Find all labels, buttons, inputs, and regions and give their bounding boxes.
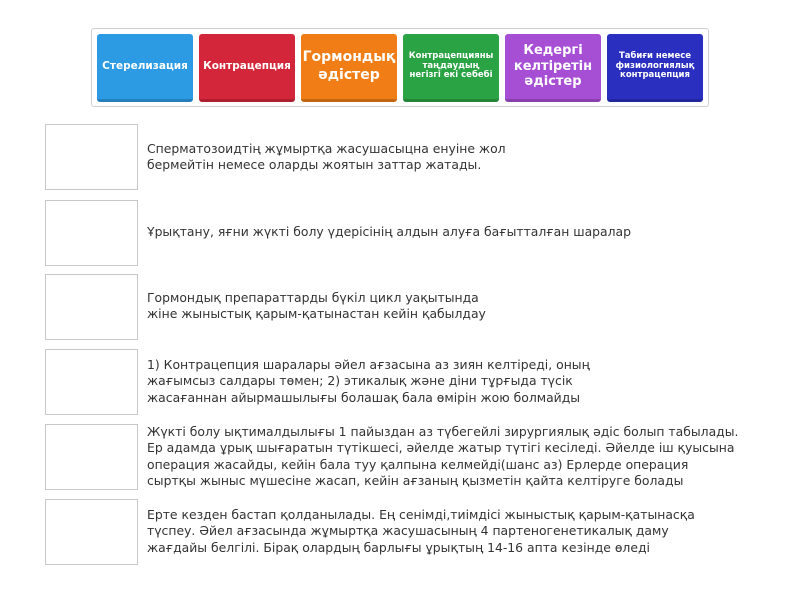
- tile-sterilization[interactable]: Стерелизация: [97, 34, 193, 102]
- drop-slot[interactable]: [45, 424, 138, 490]
- row-description: Жүкті болу ықтималдылығы 1 пайыздан аз түбегейлі зирургиялық әдіс болып табылады. Ер адамда ұрық шығаратын түтікшесі, әйелде жатыр түтігі кесіледі. Әйелде іш қуысына операция жасайды, кейін бала туу қалпына келмейді(шанс аз) Ерлерде операция сыртқы жыныс мүшесіне жасап, кейін ағзаның қызметін қайта келтіруге болады: [147, 424, 739, 488]
- tile-contraception[interactable]: Контрацепция: [199, 34, 295, 102]
- drop-slot[interactable]: [45, 124, 138, 190]
- row-description: Сперматозоидтің жұмыртқа жасушасыцна енуіне жол бермейтін немесе оларды жоятын заттар жатады.: [147, 141, 506, 173]
- answer-tray: [91, 28, 709, 107]
- tile-two-reasons[interactable]: Контрацепцияны таңдаудың негізгі екі себебі: [403, 34, 499, 102]
- tile-natural-contraception[interactable]: Табиғи немесе физиологиялық контрацепция: [607, 34, 703, 102]
- row-description: Гормондық препараттарды бүкіл цикл уақытында жіне жыныстық қарым-қатынастан кейін қабылдау: [147, 290, 486, 322]
- drop-slot[interactable]: [45, 349, 138, 415]
- drop-slot[interactable]: [45, 499, 138, 565]
- row-description: 1) Контрацепция шаралары әйел ағзасына аз зиян келтіреді, оның жағымсыз салдары төмен; 2) этикалық және діни тұрғыда түсік жасағаннан айырмашылығы болашақ бала өмірін жою болмайды: [147, 357, 590, 405]
- drop-slot[interactable]: [45, 274, 138, 340]
- drop-slot[interactable]: [45, 200, 138, 266]
- tile-hormonal-methods[interactable]: Гормондық әдістер: [301, 34, 397, 102]
- row-description: Ұрықтану, яғни жүкті болу үдерісінің алдын алуға бағытталған шаралар: [147, 224, 632, 239]
- row-description: Ерте кезден бастап қолданылады. Ең сенімді,тиімдісі жыныстық қарым-қатынасқа түспеу. Әйел ағзасында жұмыртқа жасушасының 4 партеногенетикалық даму жағдайы белгілі. Бірақ олардың барлығы ұрықтың 14-16 апта кезінде өледі: [147, 507, 695, 555]
- tile-barrier-methods[interactable]: Кедергі келтіретін әдістер: [505, 34, 601, 102]
